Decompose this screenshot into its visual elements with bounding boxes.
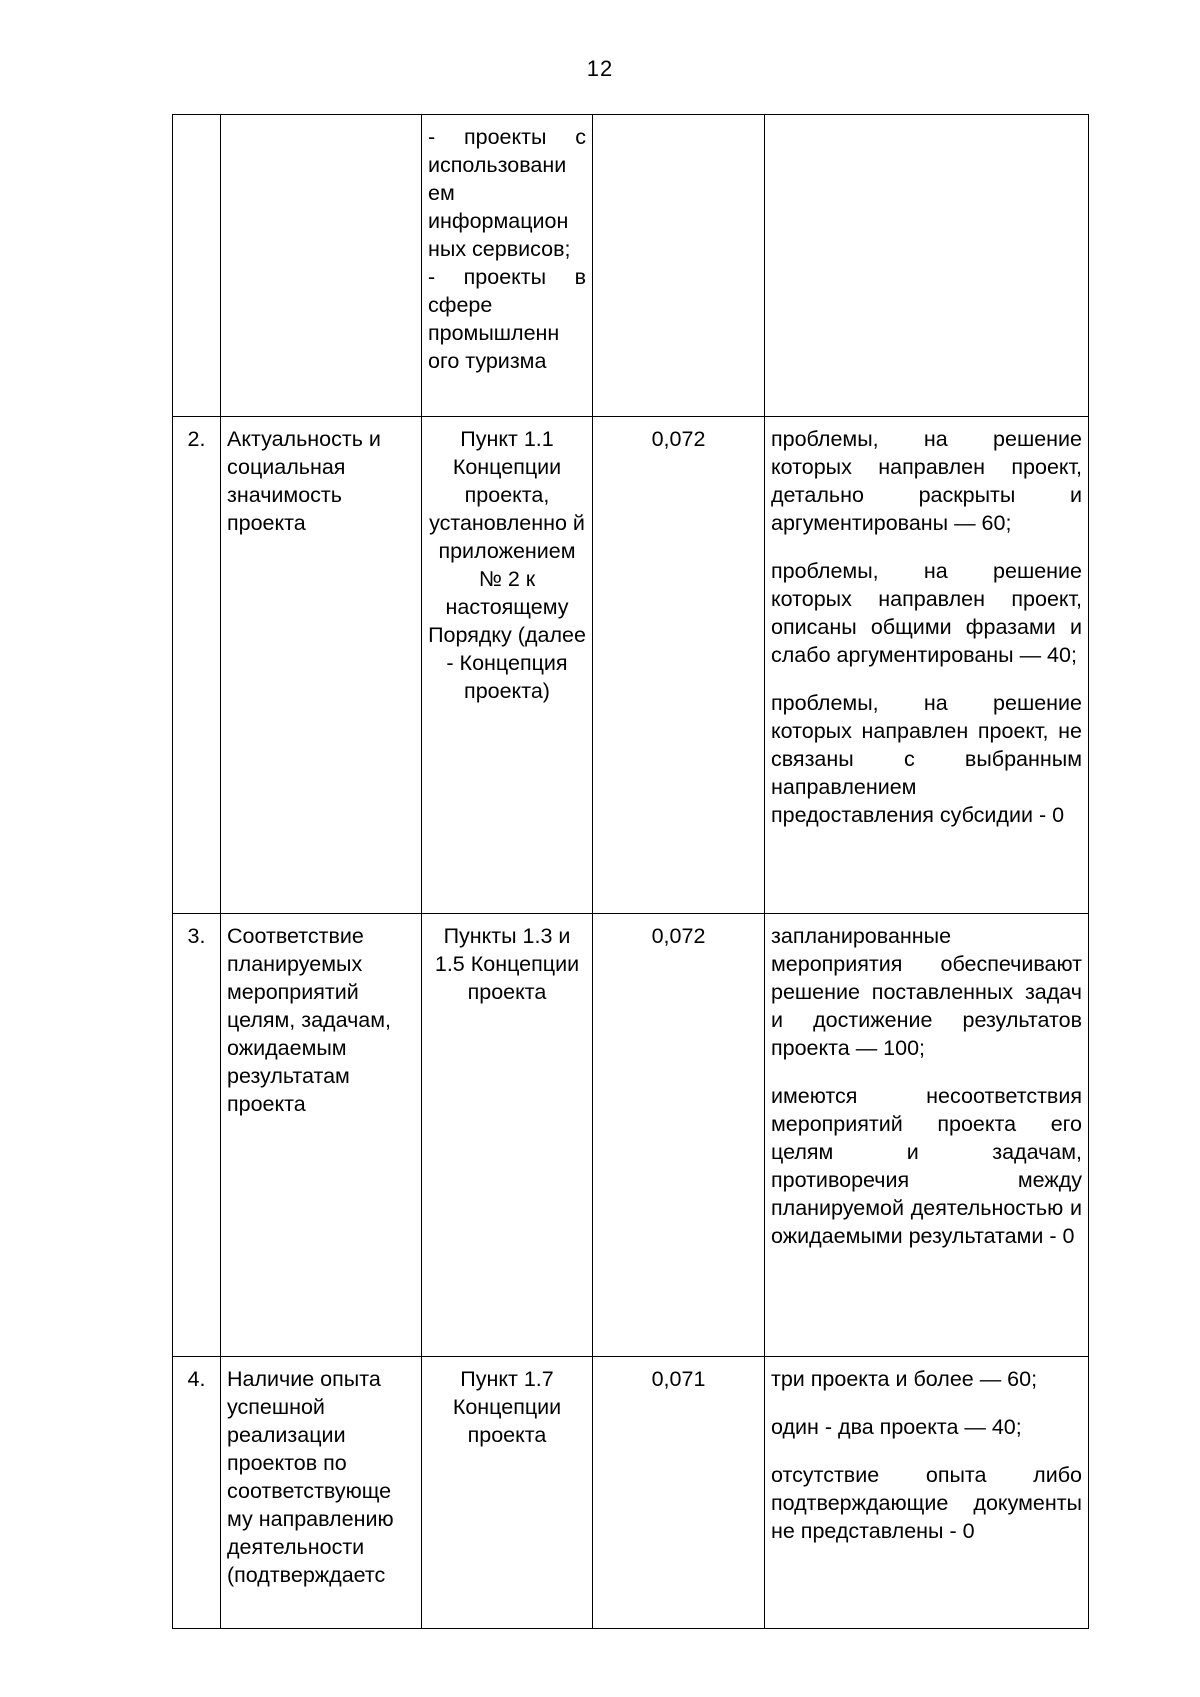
table-row — [173, 417, 1089, 914]
weight-cell — [593, 115, 765, 417]
row-number-cell — [173, 115, 221, 417]
criterion-name: Актуальность и социальная значимость проекта — [221, 417, 422, 914]
criterion-source: Пункт 1.1 Концепции проекта, установленно й приложением № 2 к настоящему Порядку (далее - Концепция проекта) — [422, 417, 593, 914]
criterion-source: Пункт 1.7 Концепции проекта — [422, 1357, 593, 1629]
row-number: 3. — [173, 914, 221, 1357]
source-line: - проекты в сфере промышленн ого туризма — [428, 265, 586, 373]
row-number: 2. — [173, 417, 221, 914]
criteria-table — [172, 114, 1089, 1629]
criterion-name: Соответствие планируемых мероприятий целям, задачам, ожидаемым результатам проекта — [221, 914, 422, 1357]
table-row — [173, 914, 1089, 1357]
criterion-name-cell — [221, 115, 422, 417]
score-cell — [765, 914, 1089, 1357]
score-option: имеются несоответствия мероприятий проекта его целям и задачам, противоречия между планируемой деятельностью и ожидаемыми результатами - 0 — [771, 1084, 1082, 1248]
criterion-source: Пункты 1.3 и 1.5 Концепции проекта — [422, 914, 593, 1357]
table-row — [173, 1357, 1089, 1629]
score-option: один - два проекта — 40; — [771, 1415, 1022, 1439]
score-option: проблемы, на решение которых направлен проект, детально раскрыты и аргументированы — 60; — [771, 427, 1082, 535]
row-number: 4. — [173, 1357, 221, 1629]
criterion-weight: 0,072 — [593, 914, 765, 1357]
score-cell — [765, 1357, 1089, 1629]
source-line: - проекты с использовани ем информацион ных сервисов; — [428, 125, 586, 261]
score-cell — [765, 115, 1089, 417]
score-option: запланированные мероприятия обеспечивают решение поставленных задач и достижение результатов проекта — 100; — [771, 924, 1082, 1060]
criterion-weight: 0,071 — [593, 1357, 765, 1629]
score-option: три проекта и более — 60; — [771, 1367, 1038, 1391]
score-option: проблемы, на решение которых направлен проект, описаны общими фразами и слабо аргументированы — 40; — [771, 559, 1082, 667]
table-row — [173, 115, 1089, 417]
criterion-name: Наличие опыта успешной реализации проектов по соответствующе му направлению деятельности (подтверждаетс — [221, 1357, 422, 1629]
page-number: 12 — [586, 56, 614, 81]
criterion-weight: 0,072 — [593, 417, 765, 914]
score-option: проблемы, на решение которых направлен проект, не связаны с выбранным направлением предоставления субсидии - 0 — [771, 691, 1082, 827]
score-cell — [765, 417, 1089, 914]
score-option: отсутствие опыта либо подтверждающие документы не представлены - 0 — [771, 1463, 1082, 1543]
source-cell — [422, 115, 593, 417]
